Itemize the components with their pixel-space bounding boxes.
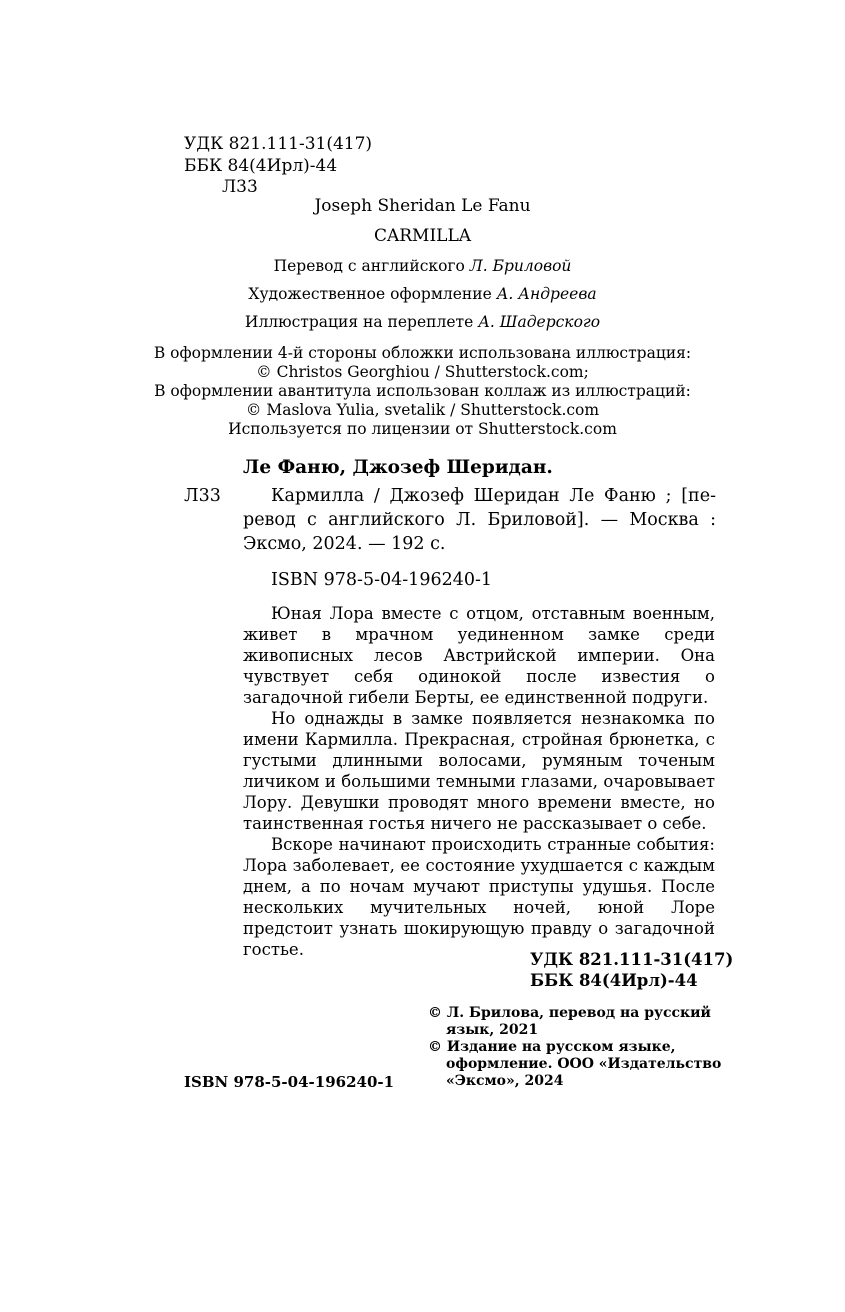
design-label: Художественное оформление [248,285,492,303]
bottom-bbk-code: ББК 84(4Ирл)-44 [530,971,698,990]
image-credit-line: В оформлении 4-й стороны обложки использована иллюстрация: [153,344,692,362]
catalog-mark: Л33 [184,486,221,506]
catalog-entry-line: Кармилла / Джозеф Шеридан Ле Фаню ; [пе- [271,486,716,506]
designer-name: А. Андреева [496,285,597,303]
translation-credit [0,256,845,276]
bbk-code: ББК 84(4Ирл)-44 [184,156,338,176]
image-credit-line: Используется по лицензии от Shutterstock.com [228,420,617,438]
copyright-translation: © Л. Брилова, перевод на русский язык, 2021 [428,1005,711,1038]
image-credit-line: © Christos Georghiou / Shutterstock.com; [256,363,589,381]
catalog-heading: Ле Фаню, Джозеф Шеридан. [243,457,553,478]
image-credit-line: © Maslova Yulia, svetalik / Shutterstock.com [245,401,600,419]
annotation-paragraph: Но однажды в замке появляется незнакомка по имени Кармилла. Прекрасная, стройная брюнетка, с густыми длинными волосами, румяным точеным личиком и большими темными глазами, очаровывает Лору. Девушки проводят много времени вместе, но таинственная гостья ничего не рассказывает о себе. [243,709,715,833]
copyright-block [428,1005,728,1090]
bottom-udk-code: УДК 821.111-31(417) [530,950,734,969]
catalog-entry-line: Эксмо, 2024. — 192 с. [243,534,446,554]
annotation-paragraph: Вскоре начинают происходить странные события: Лора заболевает, ее состояние ухудшается с каждым днем, а по ночам мучают приступы удушья. После нескольких мучительных ночей, юной Лоре предстоит узнать шокирующую правду о загадочной гостье. [243,835,715,959]
annotation [243,603,715,960]
catalog-isbn: ISBN 978-5-04-196240-1 [271,570,493,590]
footer-isbn: ISBN 978-5-04-196240-1 [184,1073,395,1091]
illustrator-name: А. Шадерского [478,313,601,331]
image-credit-line: В оформлении авантитула использован коллаж из иллюстраций: [154,382,691,400]
illustration-credit [0,312,845,332]
annotation-paragraph: Юная Лора вместе с отцом, отставным военным, живет в мрачном уединенном замке среди живописных лесов Австрийской империи. Она чувствует себя одинокой после известия о загадочной гибели Берты, ее единственной подруги. [243,604,715,707]
translation-label: Перевод с английского [273,257,465,275]
copyright-edition: © Издание на русском языке, оформление. ООО «Издательство «Эксмо», 2024 [428,1039,722,1089]
original-title: CARMILLA [373,226,472,246]
original-author: Joseph Sheridan Le Fanu [314,196,531,216]
author-mark: Л33 [222,177,258,197]
catalog-entry-line: ревод с английского Л. Бриловой]. — Москва : [243,510,716,530]
illustration-label: Иллюстрация на переплете [244,313,474,331]
translator-name: Л. Бриловой [469,257,572,275]
udk-code: УДК 821.111-31(417) [184,134,373,154]
design-credit [0,284,845,304]
